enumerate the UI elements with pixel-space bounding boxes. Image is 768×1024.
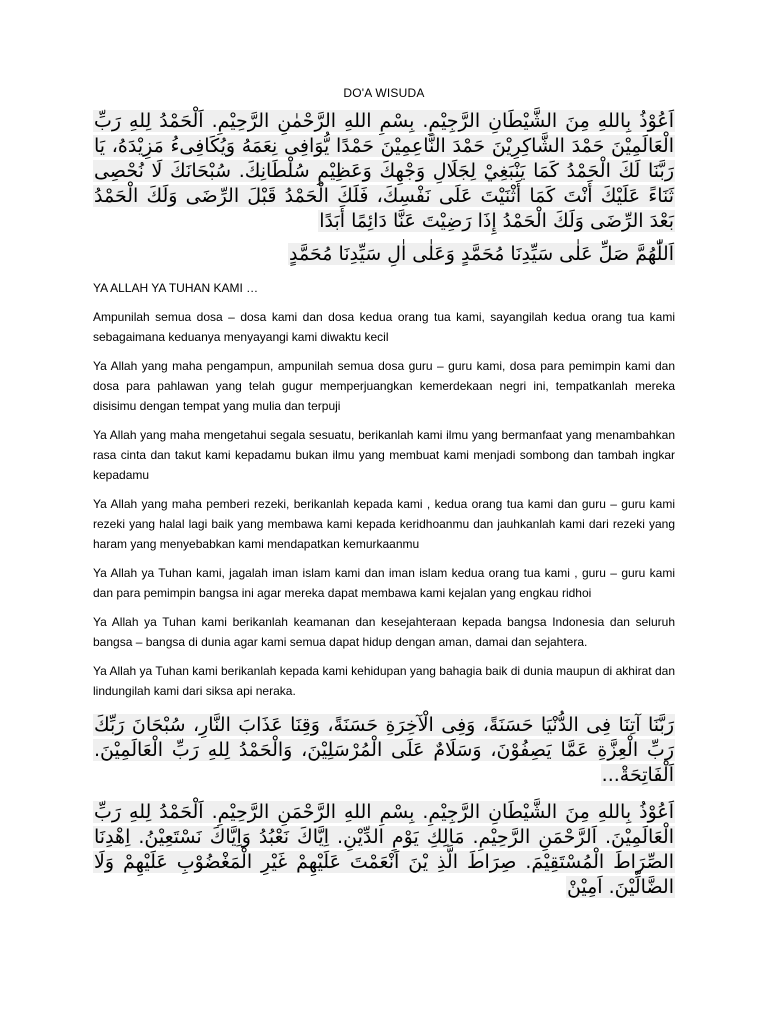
arabic-salawat bbox=[93, 242, 675, 267]
arabic-salawat-text: اَللّٰهُمَّ صَلِّ عَلٰى سَيِّدِنَا مُحَمَّدٍ وَعَلٰى اٰلِ سَيِّدِنَا مُحَمَّدٍ bbox=[289, 243, 674, 265]
document-title: DO'A WISUDA bbox=[343, 86, 425, 100]
prayer-paragraph-5: Ya Allah ya Tuhan kami, jagalah iman islam kami dan iman islam kedua orang tua kami , guru – guru kami dan para pemimpin bangsa ini agar mereka dapat membawa kami kejalan yang engkau ridhoi bbox=[93, 566, 675, 600]
prayer-paragraph-4: Ya Allah yang maha pemberi rezeki, berikanlah kepada kami , kedua orang tua kami dan guru – guru kami rezeki yang halal lagi baik yang membawa kami kepada keridhoanmu dan jauhkanlah kami dari rezeki yang haram yang menyebabkan kami mendapatkan kemurkaanmu bbox=[93, 497, 675, 551]
arabic-opening-text: اَعُوْذُ بِاللهِ مِنَ الشَّيْطَانِ الرَّجِيْمِ. بِسْمِ اللهِ الرَّحْمٰنِ الرَّحِيْمِ. اَلْحَمْدُ لِلهِ رَبِّ الْعَالَمِيْنَ حَمْدَ الشَّاكِرِيْنَ حَمْدَ النَّاعِمِيْنَ حَمْدًا يُّوَافِى نِعَمَهُ وَيُكَافِىءُ مَزِيْدَهُ، يَا رَبَّنَا لَكَ الْحَمْدُ كَمَا يَنْبَغِيْ لِجَلَالِ وَجْهِكَ وَعَظِيْمِ سُلْطَانِكَ. سُبْحَانَكَ لَا نُحْصِى ثَنَاءً عَلَيْكَ أَنْتَ كَمَا أَثْنَيْتَ عَلَى نَفْسِكَ، فَلَكَ الْحَمْدُ قَبْلَ الرِّضَى وَلَكَ الْحَمْدُ بَعْدَ الرِّضَى وَلَكَ الْحَمْدُ إِذَا رَضِيْتَ عَنَّا دَائِمًا أَبَدًا bbox=[94, 110, 674, 232]
arabic-fatihah bbox=[93, 800, 675, 900]
prayer-paragraph-2: Ya Allah yang maha pengampun, ampunilah semua dosa guru – guru kami, dosa para pemimpin kami dan dosa para pahlawan yang telah gugur memperjuangkan kemerdekaan negri ini, tempatkanlah mereka disisimu dengan tempat yang mulia dan terpuji bbox=[93, 359, 675, 413]
prayer-paragraph-3: Ya Allah yang maha mengetahui segala sesuatu, berikanlah kami ilmu yang bermanfaat yang menambahkan rasa cinta dan takut kami kepadamu bukan ilmu yang membuat kami menjadi sombong dan tambah ingkar kepadamu bbox=[93, 428, 675, 482]
arabic-closing-text: رَبَّنَا آتِنَا فِى الدُّنْيَا حَسَنَةً، وَفِى الْآخِرَةِ حَسَنَةً، وَقِنَا عَذَابَ النَّارِ، سُبْحَانَ رَبِّكَ رَبِّ الْعِزَّةِ عَمَّا يَصِفُوْنَ، وَسَلَامٌ عَلَى الْمُرْسَلِيْنَ، وَالْحَمْدُ لِلهِ رَبِّ الْعَالَمِيْنَ. اَلْفَاتِحَةْ... bbox=[94, 714, 674, 786]
arabic-fatihah-text: اَعُوْذُ بِاللهِ مِنَ الشَّيْطَانِ الرَّجِيْمِ. بِسْمِ اللهِ الرَّحْمَنِ الرَّحِيْمِ. اَلْحَمْدُ لِلهِ رَبِّ الْعَالَمِيْنَ. اَلرَّحْمَنِ الرَّحِيْمِ. مَالِكِ يَوْمِ الدِّيْنِ. اِيَّاكَ نَعْبُدُ وَاِيَّاكَ نَسْتَعِيْنُ. اِهْدِنَا الصِّرَاطَ الْمُسْتَقِيْمَ. صِرَاطَ الَّذِ يْنَ اَنْعَمْتَ عَلَيْهِمْ غَيْرِ الْمَغْضُوْبِ عَلَيْهِمْ وَلَا الضَّالِّيْنَ. اَمِيْنْ bbox=[94, 801, 674, 898]
prayer-paragraph-1: Ampunilah semua dosa – dosa kami dan dosa kedua orang tua kami, sayangilah kedua orang tua kami sebagaimana keduanya menyayangi kami diwaktu kecil bbox=[93, 310, 675, 344]
prayer-paragraph-7: Ya Allah ya Tuhan kami berikanlah kepada kami kehidupan yang bahagia baik di dunia maupun di akhirat dan lindungilah kami dari siksa api neraka. bbox=[93, 664, 675, 698]
arabic-closing-prayer bbox=[93, 713, 675, 788]
section-heading: YA ALLAH YA TUHAN KAMI … bbox=[93, 281, 259, 295]
arabic-opening-prayer bbox=[93, 109, 675, 234]
prayer-paragraph-6: Ya Allah ya Tuhan kami berikanlah keamanan dan kesejahteraan kepada bangsa Indonesia dan seluruh bangsa – bangsa di dunia agar kami semua dapat hidup dengan aman, damai dan sejahtera. bbox=[93, 615, 675, 649]
document-page bbox=[93, 86, 675, 900]
